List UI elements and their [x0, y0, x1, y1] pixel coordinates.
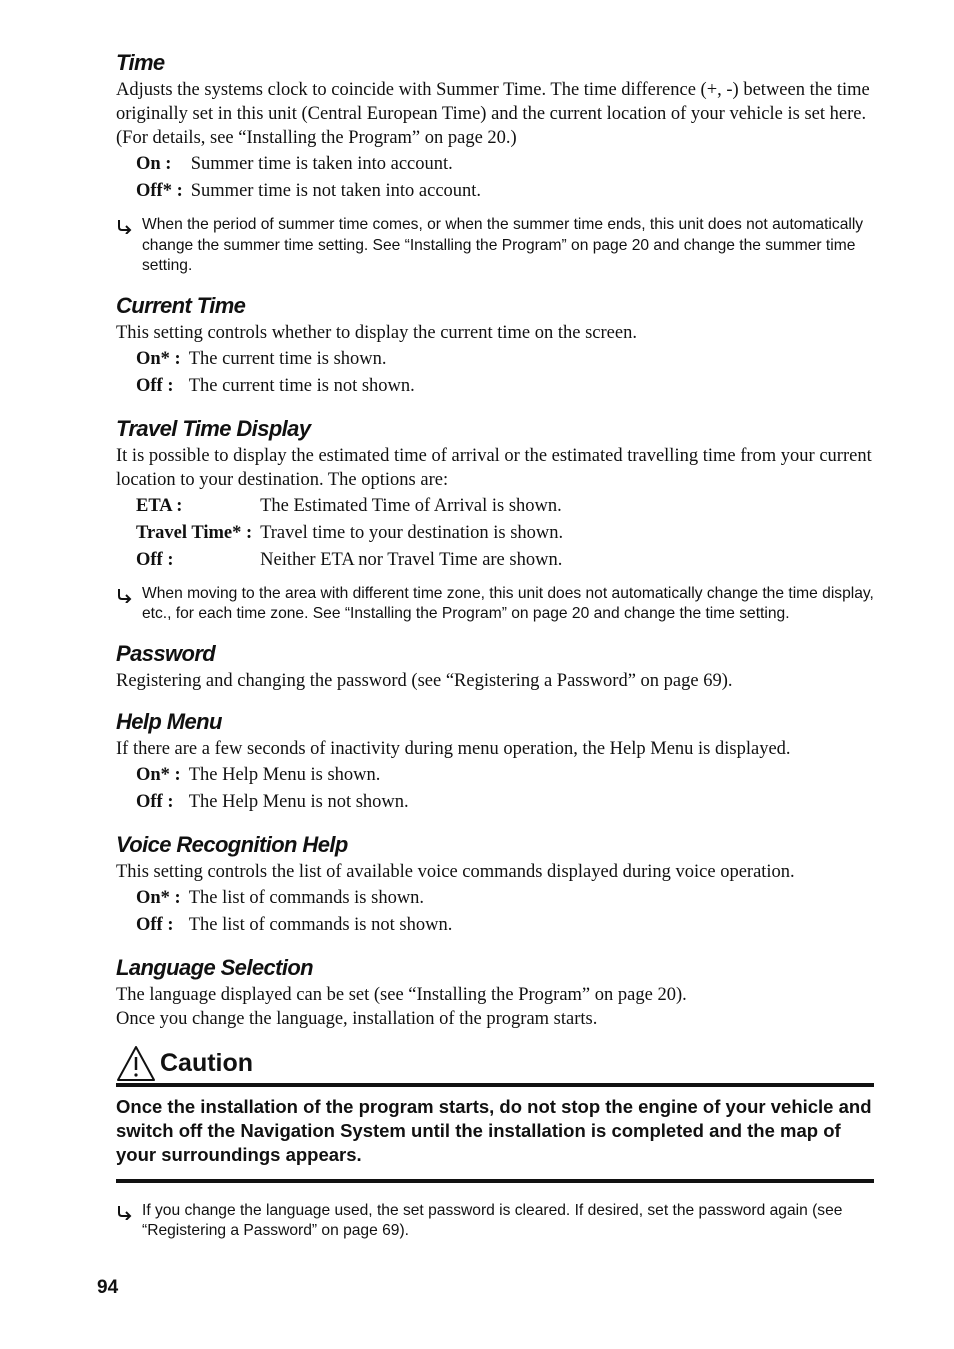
- option-row: [136, 178, 481, 205]
- option-text: The Estimated Time of Arrival is shown.: [260, 495, 562, 516]
- section-text-current-time: This setting controls whether to display the current time on the screen.: [116, 322, 637, 343]
- option-text: The Help Menu is shown.: [188, 764, 381, 785]
- section-heading-current-time: Current Time: [116, 292, 246, 318]
- section-language: [116, 953, 874, 1031]
- option-row: [136, 520, 563, 547]
- option-key: Off :: [136, 791, 174, 812]
- section-current-time: [116, 291, 874, 400]
- section-text-time: Adjusts the systems clock to coincide with Summer Time. The time difference (+, -) between the time originally set in this unit (Central European Time) and the current location of your vehicle is set here. (For details, see “Installing the Program” on page 20.): [116, 80, 870, 148]
- option-key: Off :: [136, 549, 174, 570]
- section-heading-travel-time: Travel Time Display: [116, 415, 311, 441]
- note-text: When moving to the area with different time zone, this unit does not automatically change the time display, etc., for each time zone. See “Installing the Program” on page 20 and change the time setting.: [142, 584, 874, 622]
- option-row: [136, 762, 409, 789]
- section-voice-help: [116, 830, 874, 939]
- warning-icon: [116, 1045, 156, 1083]
- section-travel-time: [116, 414, 874, 625]
- options-voice-help: [136, 885, 452, 939]
- page-content: [116, 48, 874, 1242]
- caution-title-text: Caution: [160, 1049, 254, 1077]
- section-help-menu: [116, 707, 874, 816]
- option-row: [136, 151, 481, 178]
- page-number: 94: [97, 1277, 119, 1298]
- option-row: [136, 493, 563, 520]
- note-time: [116, 215, 874, 277]
- note-arrow-icon: [116, 1204, 134, 1220]
- note-text: When the period of summer time comes, or when the summer time ends, this unit does not automatically change the summer time setting. See “Installing the Program” on page 20 and change the summer time setting.: [142, 216, 864, 274]
- option-text: Summer time is not taken into account.: [190, 181, 482, 201]
- section-text-help-menu: If there are a few seconds of inactivity during menu operation, the Help Menu is displayed.: [116, 738, 791, 759]
- section-heading-help-menu: Help Menu: [116, 708, 222, 734]
- option-key: Off :: [136, 914, 174, 935]
- option-row: [136, 373, 415, 400]
- option-text: The current time is shown.: [188, 348, 387, 369]
- option-key: On :: [136, 154, 172, 174]
- option-text: Summer time is taken into account.: [190, 154, 453, 174]
- option-row: [136, 885, 452, 912]
- option-key: On* :: [136, 887, 181, 908]
- section-text-language-1: The language displayed can be set (see “Installing the Program” on page 20).: [116, 984, 687, 1005]
- section-password: [116, 639, 874, 693]
- section-text-travel-time: It is possible to display the estimated time of arrival or the estimated travelling time from your current location to your destination. The options are:: [116, 445, 872, 490]
- option-row: [136, 547, 563, 574]
- options-time: [136, 151, 481, 205]
- section-heading-time: Time: [116, 50, 165, 75]
- section-heading-voice-help: Voice Recognition Help: [116, 831, 348, 857]
- option-text: Neither ETA nor Travel Time are shown.: [260, 549, 563, 570]
- option-row: [136, 346, 415, 373]
- option-key: On* :: [136, 764, 181, 785]
- option-key: Off :: [136, 375, 174, 396]
- note-travel-time: [116, 584, 874, 625]
- section-time: [116, 48, 874, 277]
- option-text: The Help Menu is not shown.: [188, 791, 409, 812]
- option-row: [136, 789, 409, 816]
- options-help-menu: [136, 762, 409, 816]
- section-heading-language: Language Selection: [116, 954, 314, 980]
- caution-title: [116, 1045, 874, 1083]
- section-text-voice-help: This setting controls the list of available voice commands displayed during voice operation.: [116, 861, 795, 882]
- option-key: On* :: [136, 348, 181, 369]
- caution-bottom-rule: [116, 1179, 874, 1183]
- option-key: Travel Time* :: [136, 522, 253, 543]
- option-text: Travel time to your destination is shown.: [260, 522, 564, 543]
- option-text: The current time is not shown.: [188, 375, 415, 396]
- options-travel-time: [136, 493, 563, 574]
- note-language: [116, 1201, 874, 1242]
- option-row: [136, 912, 452, 939]
- option-key: ETA :: [136, 495, 183, 516]
- options-current-time: [136, 346, 415, 400]
- caution-body: Once the installation of the program starts, do not stop the engine of your vehicle and switch off the Navigation System until the installation is completed and the map of your surroundings appears.: [116, 1095, 872, 1165]
- note-arrow-icon: [116, 587, 134, 603]
- section-text-language-2: Once you change the language, installation of the program starts.: [116, 1008, 598, 1029]
- option-text: The list of commands is shown.: [188, 887, 425, 908]
- section-heading-password: Password: [116, 640, 216, 666]
- option-text: The list of commands is not shown.: [188, 914, 453, 935]
- section-text-password: Registering and changing the password (see “Registering a Password” on page 69).: [116, 670, 733, 691]
- option-key: Off* :: [136, 181, 183, 201]
- note-text: If you change the language used, the set password is cleared. If desired, set the password again (see “Registering a Password” on page 69).: [142, 1201, 843, 1239]
- note-arrow-icon: [116, 218, 134, 234]
